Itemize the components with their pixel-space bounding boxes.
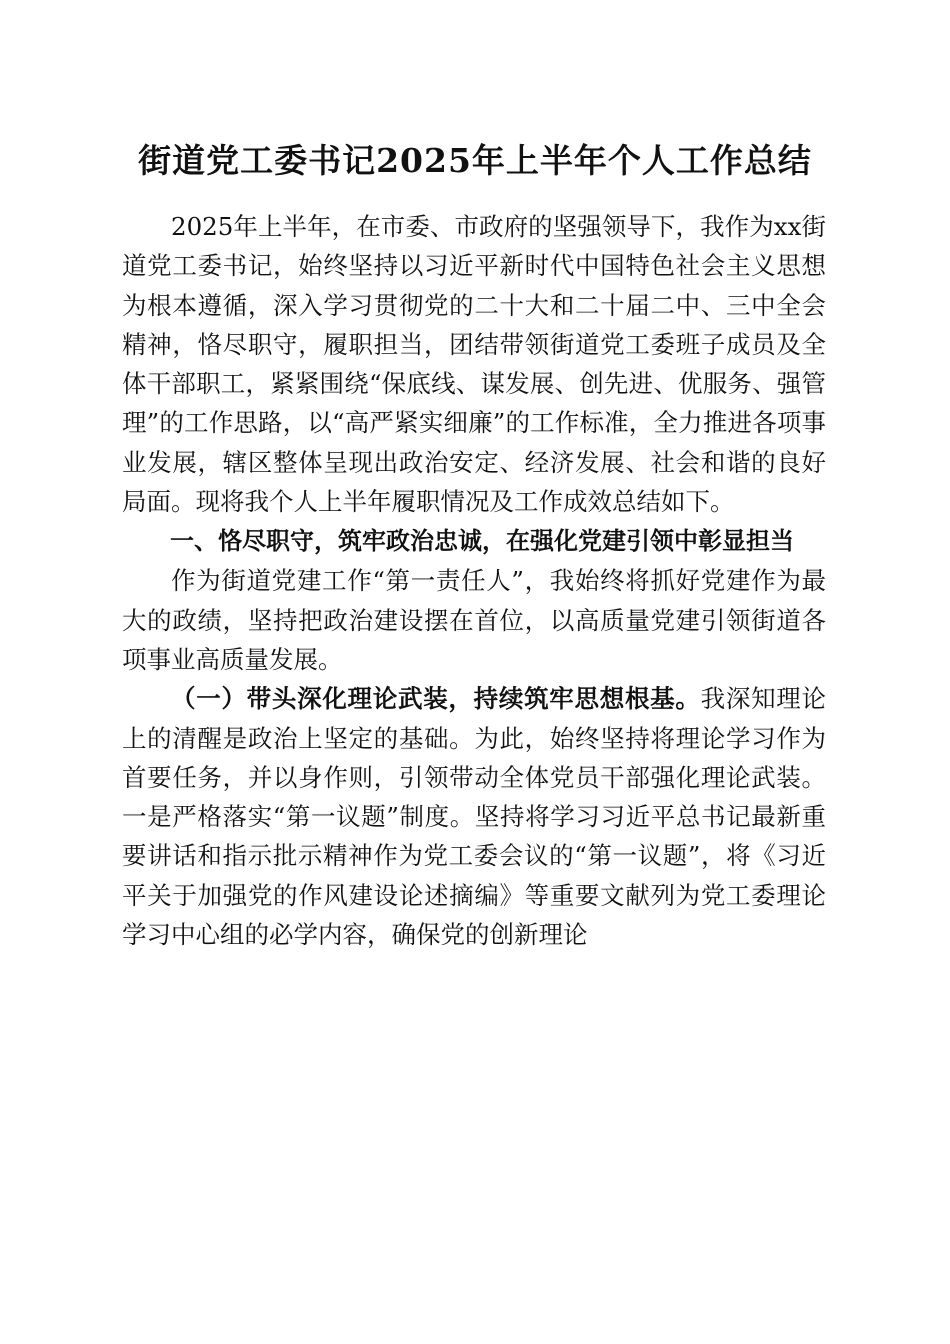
- intro-paragraph: 2025年上半年，在市委、市政府的坚强领导下，我作为xx街道党工委书记，始终坚持以习近平新时代中国特色社会主义思想为根本遵循，深入学习贯彻党的二十大和二十届二中、三中全会精神，恪尽职守，履职担当，团结带领街道党工委班子成员及全体干部职工，紧紧围绕“保底线、谋发展、创先进、优服务、强管理”的工作思路，以“高严紧实细廉”的工作标准，全力推进各项事业发展，辖区整体呈现出政治安定、经济发展、社会和谐的良好局面。现将我个人上半年履职情况及工作成效总结如下。: [122, 212, 826, 517]
- section-1-intro-paragraph: 作为街道党建工作“第一责任人”，我始终将抓好党建作为最大的政绩，坚持把政治建设摆在首位，以高质量党建引领街道各项事业高质量发展。: [122, 566, 826, 674]
- document-title: 街道党工委书记2025年上半年个人工作总结: [138, 141, 812, 180]
- subsection-1-text: 我深知理论上的清醒是政治上坚定的基础。为此，始终坚持将理论学习作为首要任务，并以身作则，引领带动全体党员干部强化理论武装。一是严格落实“第一议题”制度。坚持将学习习近平总书记最新重要讲话和指示批示精神作为党工委会议的“第一议题”，将《习近平关于加强党的作风建设论述摘编》等重要文献列为党工委理论学习中心组的必学内容，确保党的创新理论: [122, 684, 827, 950]
- section-heading-1: 一、恪尽职守，筑牢政治忠诚，在强化党建引领中彰显担当: [170, 527, 794, 556]
- subsection-1-paragraph: [122, 679, 826, 954]
- subsection-1-lead: （一）带头深化理论武装，持续筑牢思想根基。: [171, 684, 701, 714]
- document-body: [122, 207, 826, 954]
